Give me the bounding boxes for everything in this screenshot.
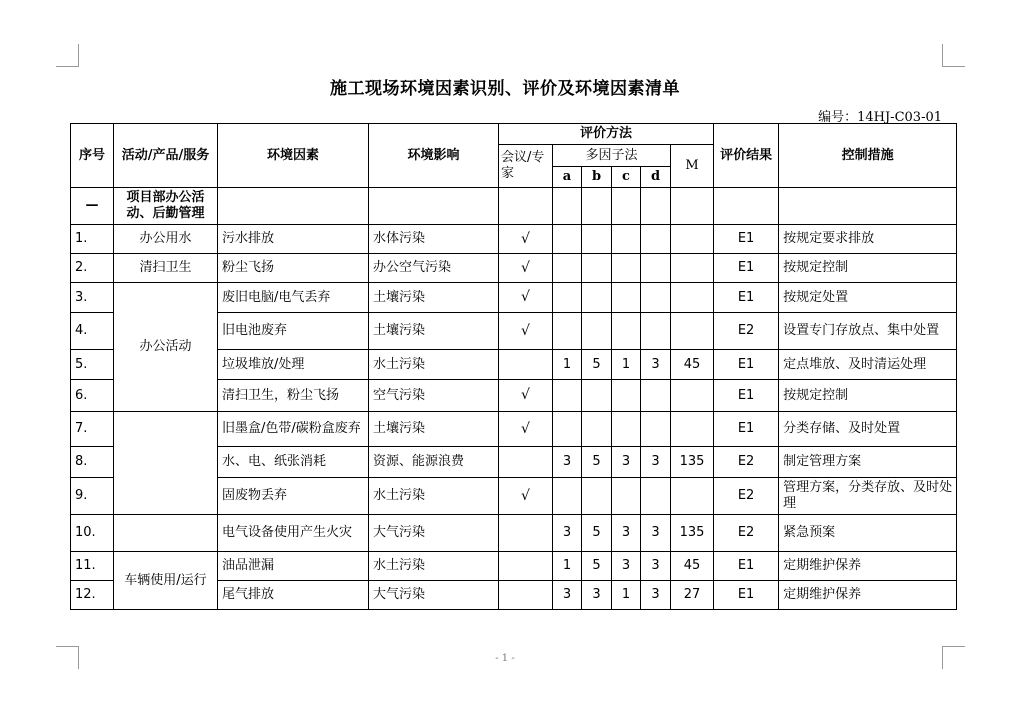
row-factor: 水、电、纸张消耗 [218, 447, 369, 478]
row-factor: 废旧电脑/电气丢弃 [218, 283, 369, 313]
row-meeting-check [499, 581, 553, 610]
row-activity: 清扫卫生 [114, 254, 218, 283]
row-m [671, 283, 714, 313]
table-row [71, 283, 957, 313]
row-c: 3 [612, 515, 641, 552]
row-factor: 垃圾堆放/处理 [218, 350, 369, 380]
row-control: 定期维护保养 [779, 552, 957, 581]
row-impact: 资源、能源浪费 [369, 447, 499, 478]
table-body [71, 188, 957, 610]
row-a: 1 [553, 552, 582, 581]
row-c: 3 [612, 447, 641, 478]
row-d: 3 [641, 350, 671, 380]
row-impact: 空气污染 [369, 380, 499, 412]
row-c [612, 412, 641, 447]
row-activity: 办公用水 [114, 225, 218, 254]
row-number: 5. [71, 350, 114, 380]
row-number: 10. [71, 515, 114, 552]
row-b [582, 225, 612, 254]
row-number: 1. [71, 225, 114, 254]
table-row [71, 254, 957, 283]
check-mark-icon: √ [521, 387, 530, 403]
header-meeting: 会议/专家 [499, 145, 553, 188]
header-result: 评价结果 [714, 124, 779, 188]
row-activity [114, 515, 218, 552]
row-d [641, 380, 671, 412]
row-number: 8. [71, 447, 114, 478]
row-d [641, 283, 671, 313]
row-c [612, 254, 641, 283]
document-code-label: 编号： [818, 110, 858, 125]
row-a: 3 [553, 515, 582, 552]
row-factor: 旧电池废弃 [218, 313, 369, 350]
section-number: — [71, 188, 114, 225]
row-result: E1 [714, 254, 779, 283]
row-number: 12. [71, 581, 114, 610]
row-number: 11. [71, 552, 114, 581]
row-d [641, 313, 671, 350]
page-number: - 1 - [495, 653, 515, 664]
header-d: d [641, 167, 671, 188]
row-m [671, 313, 714, 350]
row-a [553, 313, 582, 350]
row-c [612, 313, 641, 350]
table-row [71, 225, 957, 254]
check-mark-icon: √ [521, 230, 530, 247]
row-control: 定点堆放、及时清运处理 [779, 350, 957, 380]
row-b: 3 [582, 581, 612, 610]
row-impact: 水土污染 [369, 552, 499, 581]
row-b [582, 313, 612, 350]
row-result: E2 [714, 313, 779, 350]
row-number: 9. [71, 478, 114, 515]
row-control: 分类存储、及时处置 [779, 412, 957, 447]
header-method: 评价方法 [499, 124, 714, 145]
row-control: 设置专门存放点、集中处置 [779, 313, 957, 350]
row-d: 3 [641, 581, 671, 610]
row-c [612, 283, 641, 313]
row-control: 按规定控制 [779, 380, 957, 412]
row-c: 3 [612, 552, 641, 581]
row-impact: 土壤污染 [369, 412, 499, 447]
header-b: b [582, 167, 612, 188]
row-result: E1 [714, 552, 779, 581]
row-factor: 油品泄漏 [218, 552, 369, 581]
row-impact: 水土污染 [369, 350, 499, 380]
document-code-value: 14HJ-C03-01 [857, 110, 942, 125]
row-c [612, 380, 641, 412]
row-c [612, 478, 641, 515]
document-title: 施工现场环境因素识别、评价及环境因素清单 [330, 79, 680, 99]
row-result: E2 [714, 515, 779, 552]
row-b [582, 380, 612, 412]
row-impact: 大气污染 [369, 581, 499, 610]
row-meeting-check [499, 225, 553, 254]
row-m [671, 478, 714, 515]
row-meeting-check [499, 478, 553, 515]
row-control: 紧急预案 [779, 515, 957, 552]
row-b: 5 [582, 447, 612, 478]
header-m: M [671, 145, 714, 188]
row-b [582, 254, 612, 283]
row-impact: 办公空气污染 [369, 254, 499, 283]
check-mark-icon: √ [521, 289, 530, 305]
row-meeting-check [499, 254, 553, 283]
row-meeting-check [499, 447, 553, 478]
row-factor: 尾气排放 [218, 581, 369, 610]
row-meeting-check [499, 313, 553, 350]
header-activity: 活动/产品/服务 [114, 124, 218, 188]
row-b: 5 [582, 515, 612, 552]
row-a [553, 380, 582, 412]
row-m [671, 254, 714, 283]
row-d [641, 478, 671, 515]
row-d: 3 [641, 552, 671, 581]
row-a [553, 254, 582, 283]
row-d [641, 412, 671, 447]
table-row [71, 552, 957, 581]
header-seq: 序号 [71, 124, 114, 188]
row-number: 2. [71, 254, 114, 283]
row-m: 135 [671, 515, 714, 552]
row-a: 1 [553, 350, 582, 380]
row-factor: 污水排放 [218, 225, 369, 254]
header-factor: 环境因素 [218, 124, 369, 188]
row-m: 135 [671, 447, 714, 478]
section-row [71, 188, 957, 225]
row-factor: 清扫卫生，粉尘飞扬 [218, 380, 369, 412]
row-activity: 车辆使用/运行 [114, 552, 218, 610]
check-mark-icon: √ [521, 420, 530, 437]
row-control: 按规定要求排放 [779, 225, 957, 254]
row-factor: 旧墨盒/色带/碳粉盒废弃 [218, 412, 369, 447]
row-activity [114, 412, 218, 515]
row-d [641, 225, 671, 254]
row-meeting-check [499, 412, 553, 447]
row-impact: 水体污染 [369, 225, 499, 254]
table-row [71, 412, 957, 447]
header-c: c [612, 167, 641, 188]
row-d: 3 [641, 447, 671, 478]
row-m [671, 380, 714, 412]
row-meeting-check [499, 515, 553, 552]
row-factor: 粉尘飞扬 [218, 254, 369, 283]
row-a [553, 225, 582, 254]
row-meeting-check [499, 552, 553, 581]
header-control: 控制措施 [779, 124, 957, 188]
crop-mark-top-right [942, 44, 965, 67]
check-mark-icon: √ [521, 487, 530, 504]
row-b: 5 [582, 350, 612, 380]
row-meeting-check [499, 350, 553, 380]
row-result: E1 [714, 283, 779, 313]
header-a: a [553, 167, 582, 188]
row-control: 按规定控制 [779, 254, 957, 283]
section-name: 项目部办公活动、后勤管理 [114, 188, 218, 225]
row-number: 4. [71, 313, 114, 350]
row-b [582, 412, 612, 447]
row-b [582, 478, 612, 515]
row-control: 制定管理方案 [779, 447, 957, 478]
row-number: 3. [71, 283, 114, 313]
row-control: 管理方案，分类存放、及时处理 [779, 478, 957, 515]
row-a: 3 [553, 581, 582, 610]
row-meeting-check [499, 380, 553, 412]
row-impact: 水土污染 [369, 478, 499, 515]
row-c: 1 [612, 581, 641, 610]
row-m: 45 [671, 552, 714, 581]
row-control: 按规定处置 [779, 283, 957, 313]
row-result: E1 [714, 581, 779, 610]
row-impact: 土壤污染 [369, 283, 499, 313]
row-activity: 办公活动 [114, 283, 218, 412]
row-result: E2 [714, 478, 779, 515]
row-b [582, 283, 612, 313]
row-m: 45 [671, 350, 714, 380]
row-impact: 土壤污染 [369, 313, 499, 350]
row-m [671, 412, 714, 447]
row-a [553, 283, 582, 313]
check-mark-icon: √ [521, 322, 530, 339]
row-m [671, 225, 714, 254]
row-result: E1 [714, 350, 779, 380]
row-a: 3 [553, 447, 582, 478]
environment-factor-table [70, 123, 957, 610]
row-d: 3 [641, 515, 671, 552]
row-meeting-check [499, 283, 553, 313]
row-result: E1 [714, 380, 779, 412]
row-number: 7. [71, 412, 114, 447]
row-factor: 固废物丢弃 [218, 478, 369, 515]
row-result: E1 [714, 412, 779, 447]
header-impact: 环境影响 [369, 124, 499, 188]
row-factor: 电气设备使用产生火灾 [218, 515, 369, 552]
row-d [641, 254, 671, 283]
row-a [553, 412, 582, 447]
crop-mark-top-left [56, 44, 79, 67]
row-c [612, 225, 641, 254]
row-number: 6. [71, 380, 114, 412]
row-a [553, 478, 582, 515]
row-result: E2 [714, 447, 779, 478]
row-c: 1 [612, 350, 641, 380]
table-row [71, 515, 957, 552]
row-m: 27 [671, 581, 714, 610]
check-mark-icon: √ [521, 259, 530, 276]
row-control: 定期维护保养 [779, 581, 957, 610]
header-multi-factor: 多因子法 [553, 145, 671, 167]
row-b: 5 [582, 552, 612, 581]
row-result: E1 [714, 225, 779, 254]
row-impact: 大气污染 [369, 515, 499, 552]
